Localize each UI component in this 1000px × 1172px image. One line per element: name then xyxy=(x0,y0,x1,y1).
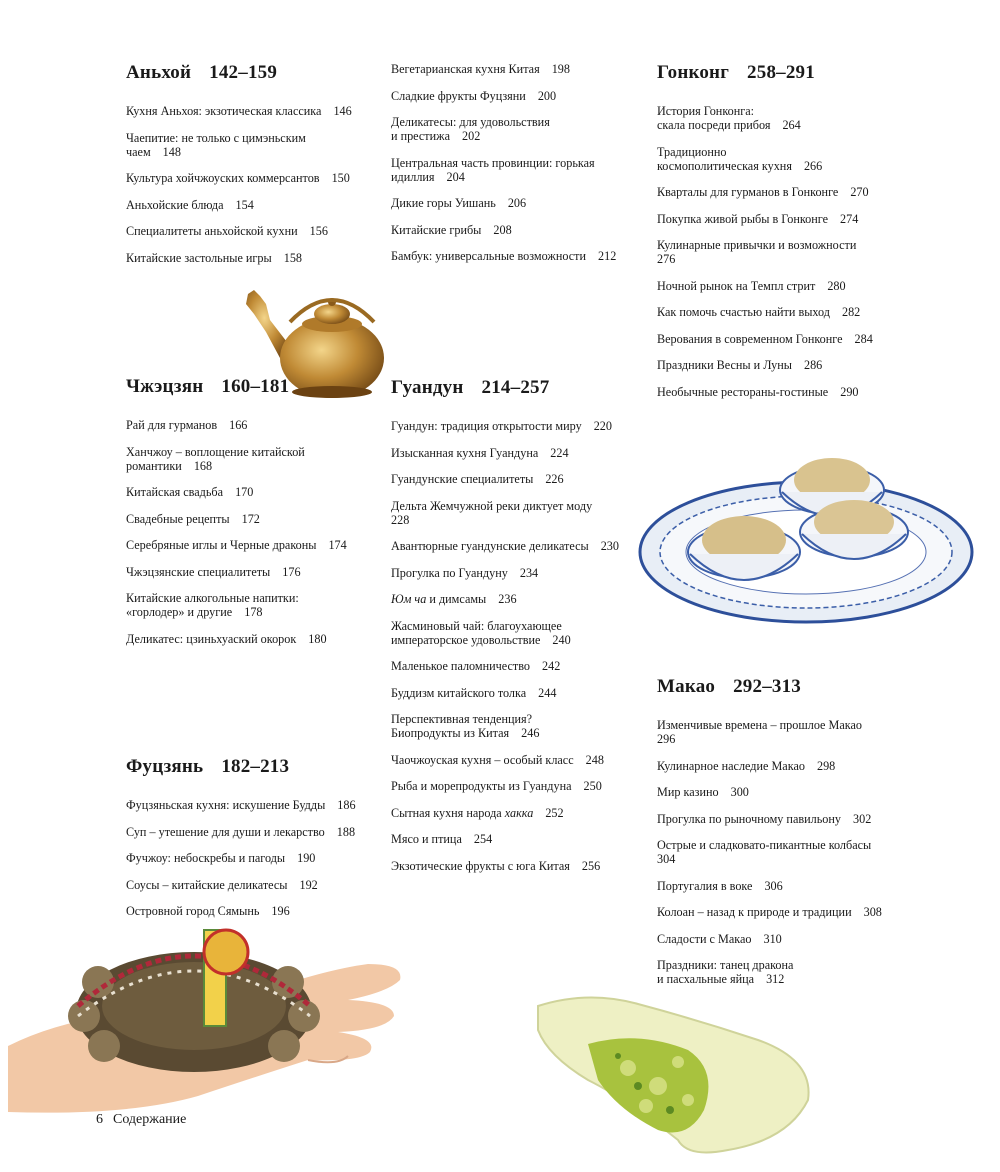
toc-entry-title: Дикие горы Уишань xyxy=(391,196,496,210)
toc-entry[interactable] xyxy=(657,305,927,319)
toc-entry[interactable] xyxy=(126,418,376,432)
toc-entry[interactable] xyxy=(391,806,641,820)
toc-entry-title: Традиционно xyxy=(657,144,727,159)
toc-entry-title: Центральная часть провинции: горькая xyxy=(391,155,595,170)
toc-entry-title: Острые и сладковато-пикантные колбасы xyxy=(657,838,872,852)
toc-entry-title-line2: и престижа xyxy=(391,129,450,143)
section-title-anhui: Аньхой 142–159 xyxy=(126,62,278,83)
toc-entry-title-line2: чаем xyxy=(126,144,151,159)
toc-entry-page: 220 xyxy=(593,419,612,433)
toc-entry[interactable] xyxy=(391,686,641,700)
toc-entry[interactable] xyxy=(126,538,376,552)
toc-entry-title: Перспективная тенденция? xyxy=(391,712,533,726)
toc-entry-page: 146 xyxy=(333,104,352,118)
toc-entry-title: Китайские грибы xyxy=(391,222,482,237)
toc-entry-page: 202 xyxy=(462,129,481,143)
toc-entry-page: 310 xyxy=(763,931,782,946)
toc-entry-title-line2: Биопродукты из Китая xyxy=(391,726,510,740)
toc-entry[interactable] xyxy=(391,779,641,793)
toc-entry-page: 290 xyxy=(840,384,859,399)
toc-entry-page: 236 xyxy=(498,592,517,606)
toc-entry-page: 174 xyxy=(328,538,347,552)
toc-entry[interactable] xyxy=(126,565,376,579)
toc-entry-title: Вегетарианская кухня Китая xyxy=(391,62,540,76)
toc-entry-page: 244 xyxy=(538,685,557,700)
toc-entry[interactable] xyxy=(391,62,641,76)
footer-label: Содержание xyxy=(113,1112,187,1127)
toc-entry-page: 298 xyxy=(816,758,836,773)
toc-entry[interactable] xyxy=(657,905,927,919)
toc-entry-title: Свадебные рецепты xyxy=(126,511,230,526)
toc-entry-title: Китайские алкогольные напитки: xyxy=(126,591,299,605)
toc-entry[interactable] xyxy=(657,238,927,266)
toc-entry-page: 296 xyxy=(657,732,676,746)
teapot-image xyxy=(240,284,390,404)
toc-entry-title: Изменчивые времена – прошлое Макао xyxy=(657,718,862,732)
toc-entry-title: Необычные рестораны-гостиные xyxy=(657,384,829,399)
toc-entry-page: 200 xyxy=(537,88,557,103)
toc-entry-page: 198 xyxy=(551,62,570,76)
toc-entry-title: Чжэцзянские специалитеты xyxy=(126,564,271,579)
toc-entry[interactable] xyxy=(126,632,376,646)
toc-entry-italic: Юм ча xyxy=(391,592,427,606)
toc-entry[interactable] xyxy=(657,279,927,293)
toc-entry-page: 154 xyxy=(235,197,254,212)
toc-entry-page: 252 xyxy=(545,805,564,820)
toc-entry-title: Бамбук: универсальные возможности xyxy=(391,249,587,263)
toc-entry[interactable] xyxy=(126,251,376,265)
toc-entry[interactable] xyxy=(391,859,641,873)
toc-entry-title: Чаочжоуская кухня – особый класс xyxy=(391,752,574,767)
section-anhui xyxy=(126,62,376,277)
toc-entry[interactable] xyxy=(391,832,641,846)
toc-entry-title: Специалитеты аньхойской кухни xyxy=(126,224,298,238)
toc-entry[interactable] xyxy=(391,115,641,143)
toc-entry-page: 178 xyxy=(244,605,263,619)
toc-entry[interactable] xyxy=(391,196,641,210)
toc-entry-title: Кулинарные привычки и возможности xyxy=(657,238,857,252)
section-title-fujian: Фуцзянь 182–213 xyxy=(126,756,290,777)
toc-entry[interactable] xyxy=(391,223,641,237)
toc-entry-title-line2: романтики xyxy=(126,458,182,473)
toc-entry[interactable] xyxy=(391,566,641,580)
toc-entry[interactable] xyxy=(126,878,376,892)
toc-entry[interactable] xyxy=(126,851,376,865)
toc-entry-page: 266 xyxy=(803,158,823,173)
toc-entry-page: 306 xyxy=(764,878,783,893)
toc-entry-page: 256 xyxy=(581,858,601,873)
page-number: 6 xyxy=(96,1112,103,1127)
toc-entry-title: Ханчжоу – воплощение китайской xyxy=(126,444,305,459)
toc-entry[interactable] xyxy=(657,932,927,946)
toc-entry-page: 230 xyxy=(600,539,619,553)
toc-entry-page: 206 xyxy=(507,196,527,210)
toc-entry-page: 282 xyxy=(841,305,861,319)
toc-entry-page: 302 xyxy=(853,811,872,826)
toc-entry-title: Деликатес: цзиньхуаский окорок xyxy=(126,631,297,646)
toc-entry[interactable] xyxy=(126,104,376,118)
toc-entry-page: 312 xyxy=(766,972,785,986)
toc-entry[interactable] xyxy=(126,445,376,473)
toc-entry-title: Рыба и морепродукты из Гуандуна xyxy=(391,779,572,793)
toc-entry[interactable] xyxy=(657,958,927,986)
toc-entry-page: 276 xyxy=(657,252,676,266)
toc-entry-title: Кухня Аньхоя: экзотическая классика xyxy=(126,104,322,118)
toc-entry-title: Верования в современном Гонконге xyxy=(657,331,843,346)
toc-entry-title: Сытная кухня народа xyxy=(391,805,505,820)
toc-entry-title: Гуандун: традиция открытости миру xyxy=(391,419,582,433)
toc-entry-title-line2: «горлодер» и другие xyxy=(126,605,233,619)
toc-entry-page: 208 xyxy=(493,222,512,237)
toc-entry-title: Экзотические фрукты с юга Китая xyxy=(391,858,570,873)
toc-entry-title: Кварталы для гурманов в Гонконге xyxy=(657,185,839,199)
toc-entry[interactable] xyxy=(126,512,376,526)
toc-entry-title: Прогулка по рыночному павильону xyxy=(657,811,841,826)
toc-entry[interactable] xyxy=(657,145,927,173)
toc-entry-title: Маленькое паломничество xyxy=(391,659,531,673)
toc-entry-title: Мир казино xyxy=(657,785,719,799)
toc-entry-title: Серебряные иглы и Черные драконы xyxy=(126,538,317,552)
toc-entry-page: 150 xyxy=(331,171,350,185)
toc-entry[interactable] xyxy=(391,249,641,263)
toc-entry[interactable] xyxy=(126,485,376,499)
toc-entry[interactable] xyxy=(126,224,376,238)
toc-entry-page: 280 xyxy=(827,278,846,293)
toc-entry-page: 250 xyxy=(583,779,602,793)
toc-entry-page: 204 xyxy=(446,169,465,184)
toc-entry[interactable] xyxy=(126,198,376,212)
toc-entry-page: 286 xyxy=(803,358,823,372)
section-title-macao: Макао 292–313 xyxy=(657,676,801,697)
toc-entry-title: Праздники Весны и Луны xyxy=(657,358,792,372)
toc-entry-title: Островной город Сямынь xyxy=(126,904,260,918)
toc-entry-page: 242 xyxy=(542,659,561,673)
page-footer xyxy=(96,1112,186,1128)
toc-entry-title-line2: космополитическая кухня xyxy=(657,158,792,173)
toc-entry-page: 254 xyxy=(473,832,493,846)
toc-entry-title: Фучжоу: небоскребы и пагоды xyxy=(126,851,286,865)
toc-entry-title: Прогулка по Гуандуну xyxy=(391,565,508,580)
toc-entry-page: 192 xyxy=(299,877,318,892)
toc-entry-page: 172 xyxy=(241,511,260,526)
toc-entry[interactable] xyxy=(657,759,927,773)
crab-in-hand-image xyxy=(8,916,408,1116)
section-fujian-continued xyxy=(391,62,641,276)
toc-entry-page: 176 xyxy=(282,564,301,579)
toc-entry-page: 248 xyxy=(585,752,604,767)
toc-entry-page: 308 xyxy=(863,905,882,919)
toc-entry[interactable] xyxy=(657,812,927,826)
toc-entry-page: 170 xyxy=(235,485,254,499)
toc-entry-page: 228 xyxy=(391,512,410,527)
toc-entry[interactable] xyxy=(657,332,927,346)
toc-entry-title: Чаепитие: не только с цимэньским xyxy=(126,130,306,145)
toc-entry-title: Рай для гурманов xyxy=(126,418,218,432)
section-title-hongkong: Гонконг 258–291 xyxy=(657,62,815,83)
toc-entry-title: Сладости с Макао xyxy=(657,931,752,946)
toc-entry-title: Сладкие фрукты Фуцзяни xyxy=(391,88,526,103)
toc-entry[interactable] xyxy=(391,592,641,606)
toc-entry-page: 180 xyxy=(308,631,327,646)
toc-entry[interactable] xyxy=(391,753,641,767)
toc-entry-title: Соусы – китайские деликатесы xyxy=(126,877,288,892)
toc-entry[interactable] xyxy=(391,712,641,740)
toc-entry[interactable] xyxy=(126,825,376,839)
toc-entry-page: 304 xyxy=(657,852,676,866)
toc-entry[interactable] xyxy=(657,358,927,372)
toc-entry-italic: хакка xyxy=(504,805,534,820)
toc-entry-page: 234 xyxy=(519,565,539,580)
toc-entry-title: Праздники: танец дракона xyxy=(657,958,794,972)
toc-entry-title: Суп – утешение для души и лекарство xyxy=(126,824,325,839)
section-title-zhejiang: Чжэцзян 160–181 xyxy=(126,376,290,397)
section-hongkong xyxy=(657,62,927,411)
toc-entry-title-line2: императорское удовольствие xyxy=(391,632,541,647)
toc-entry-title-line2: скала посреди прибоя xyxy=(657,118,771,132)
toc-entry-page: 274 xyxy=(840,211,859,226)
toc-entry-page: 166 xyxy=(229,418,248,432)
toc-entry-page: 168 xyxy=(193,458,213,473)
toc-entry-title: Дельта Жемчужной реки диктует моду xyxy=(391,498,593,513)
toc-entry-title: Буддизм китайского толка xyxy=(391,685,527,700)
toc-entry[interactable] xyxy=(657,104,927,132)
toc-entry-title: История Гонконга: xyxy=(657,104,755,118)
toc-entry-title: Китайская свадьба xyxy=(126,485,224,499)
toc-entry-page: 224 xyxy=(550,445,569,460)
toc-entry-title: Жасминовый чай: благоухающее xyxy=(391,618,562,633)
toc-entry-title: и димсамы xyxy=(426,592,487,606)
section-macao xyxy=(657,676,927,999)
toc-entry[interactable] xyxy=(657,879,927,893)
toc-entry-title: Колоан – назад к природе и традиции xyxy=(657,905,852,919)
toc-entry[interactable] xyxy=(391,539,641,553)
toc-entry-page: 148 xyxy=(162,144,181,159)
toc-entry-page: 240 xyxy=(552,632,571,647)
toc-entry[interactable] xyxy=(391,156,641,184)
toc-entry-title: Аньхойские блюда xyxy=(126,197,224,212)
section-guangdong xyxy=(391,377,641,885)
toc-entry-page: 196 xyxy=(271,904,290,918)
toc-entry-title: Культура хойчжоуских коммерсантов xyxy=(126,171,320,185)
toc-entry-title-line2: и пасхальные яйца xyxy=(657,972,755,986)
toc-entry-page: 188 xyxy=(336,824,356,839)
section-zhejiang xyxy=(126,376,376,658)
toc-entry[interactable] xyxy=(126,798,376,812)
toc-entry-title: Мясо и птица xyxy=(391,832,462,846)
toc-entry-title: Авантюрные гуандунские деликатесы xyxy=(391,539,589,553)
toc-entry-page: 158 xyxy=(283,250,302,265)
toc-entry-page: 264 xyxy=(782,118,801,132)
toc-entry-title: Китайские застольные игры xyxy=(126,250,272,265)
toc-entry[interactable] xyxy=(391,659,641,673)
toc-entry-page: 226 xyxy=(545,472,564,486)
toc-entry[interactable] xyxy=(657,212,927,226)
toc-entry[interactable] xyxy=(657,838,927,866)
section-fujian xyxy=(126,756,376,931)
toc-entry-page: 270 xyxy=(850,185,869,199)
toc-entry[interactable] xyxy=(126,591,376,619)
toc-entry[interactable] xyxy=(391,89,641,103)
toc-entry-title: Кулинарное наследие Макао xyxy=(657,758,805,773)
toc-entry[interactable] xyxy=(657,785,927,799)
toc-entry[interactable] xyxy=(657,385,927,399)
toc-entry-page: 190 xyxy=(297,851,316,865)
toc-entry[interactable] xyxy=(126,171,376,185)
toc-entry-page: 300 xyxy=(730,785,749,799)
toc-entry-page: 186 xyxy=(337,798,356,812)
toc-entry-title: Изысканная кухня Гуандуна xyxy=(391,445,539,460)
toc-entry-title: Деликатесы: для удовольствия xyxy=(391,115,550,129)
toc-entry[interactable] xyxy=(391,499,641,527)
toc-entry[interactable] xyxy=(126,131,376,159)
dumpling-image xyxy=(528,990,818,1160)
toc-entry-title: Как помочь счастью найти выход xyxy=(657,305,830,319)
toc-entry-title: Ночной рынок на Темпл стрит xyxy=(657,278,816,293)
toc-entry[interactable] xyxy=(657,185,927,199)
toc-entry[interactable] xyxy=(391,619,641,647)
section-title-guangdong: Гуандун 214–257 xyxy=(391,377,550,398)
toc-entry-page: 284 xyxy=(854,331,873,346)
steamed-buns-plate-image xyxy=(636,440,976,640)
toc-entry-page: 156 xyxy=(309,224,328,238)
toc-entry-page: 246 xyxy=(521,726,540,740)
toc-entry-title: Гуандунские специалитеты xyxy=(391,472,534,486)
toc-entry-title: Фуцзяньская кухня: искушение Будды xyxy=(126,798,326,812)
toc-entry-title-line2: идиллия xyxy=(391,169,435,184)
toc-entry[interactable] xyxy=(391,472,641,486)
toc-entry[interactable] xyxy=(391,446,641,460)
toc-entry[interactable] xyxy=(391,419,641,433)
toc-entry[interactable] xyxy=(657,718,927,746)
toc-entry-page: 212 xyxy=(598,249,617,263)
toc-entry-title: Покупка живой рыбы в Гонконге xyxy=(657,211,829,226)
toc-entry-title: Португалия в воке xyxy=(657,878,753,893)
